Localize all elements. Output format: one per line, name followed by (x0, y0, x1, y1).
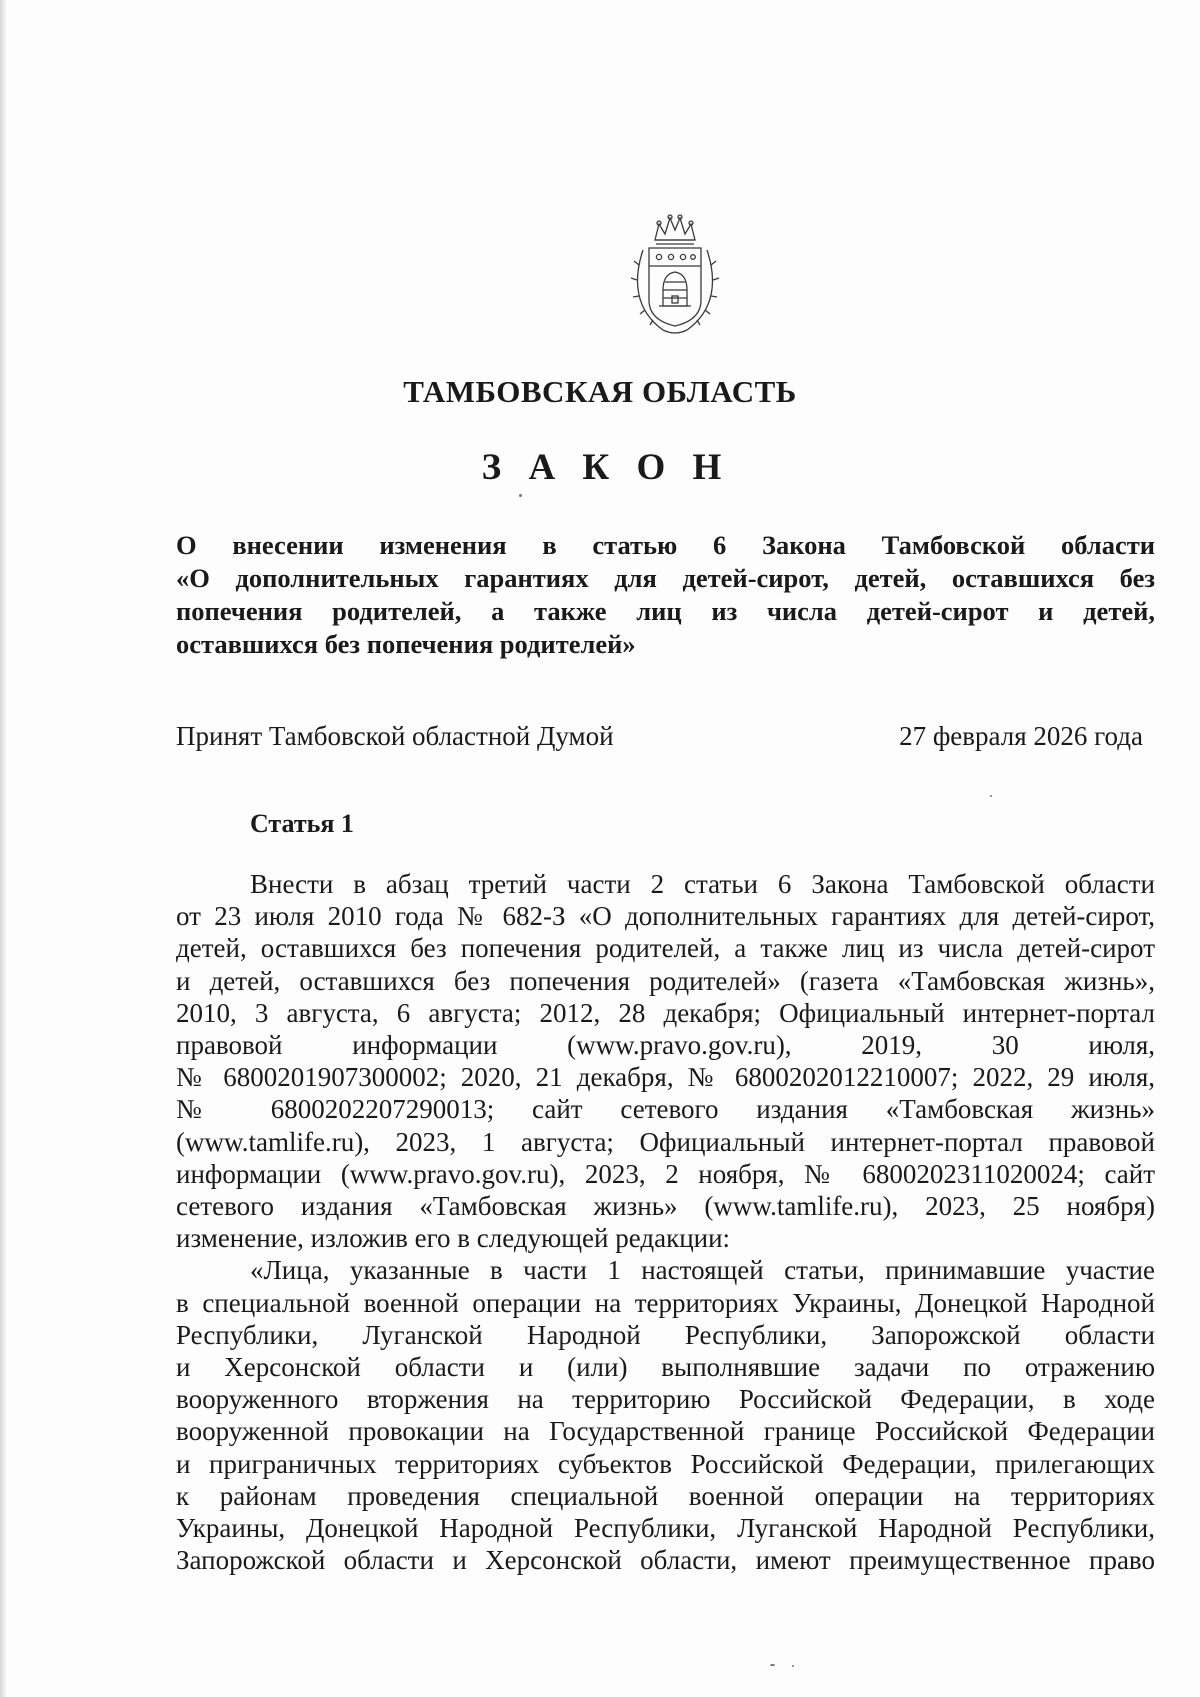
body-line: в специальной военной операции на территориях Украины, Донецкой Народной (176, 1287, 1155, 1318)
adoption-date: 27 февраля 2026 года (899, 721, 1143, 751)
body-line: (www.tamlife.ru), 2023, 1 августа; Официальный интернет-портал правовой (176, 1126, 1155, 1157)
scan-speck (990, 795, 992, 797)
body-line: правовой информации (www.pravo.gov.ru), 2019, 30 июля, (176, 1030, 1155, 1061)
body-line: от 23 июля 2010 года № 682-З «О дополнительных гарантиях для детей-сирот, (176, 901, 1155, 932)
body-line: «Лица, указанные в части 1 настоящей статьи, принимавшие участие (250, 1255, 1155, 1286)
body-line: вооруженной провокации на Государственной границе Российской Федерации (176, 1416, 1155, 1447)
document-type-heading: З А К О Н (481, 447, 731, 488)
body-line: № 6800201907300002; 2020, 21 декабря, № 6800202012210007; 2022, 29 июля, (176, 1062, 1155, 1093)
body-line: изменение, изложив его в следующей редакции: (176, 1223, 731, 1254)
title-line: оставшихся без попечения родителей» (176, 629, 636, 659)
body-line: Украины, Донецкой Народной Республики, Луганской Народной Республики, (176, 1513, 1155, 1544)
body-line: № 6800202207290013; сайт сетевого издания «Тамбовская жизнь» (176, 1094, 1155, 1125)
title-line: «О дополнительных гарантиях для детей-сирот, детей, оставшихся без (176, 563, 1155, 593)
body-line: и Херсонской области и (или) выполнявшие задачи по отражению (176, 1352, 1155, 1383)
body-line: и детей, оставшихся без попечения родителей» (газета «Тамбовская жизнь», (176, 965, 1155, 996)
body-line: детей, оставшихся без попечения родителей, а также лиц из числа детей-сирот (176, 933, 1155, 964)
body-line: Республики, Луганской Народной Республики, Запорожской области (176, 1319, 1155, 1350)
tambov-coat-of-arms-icon (625, 210, 725, 338)
title-line: О внесении изменения в статью 6 Закона Тамбовской области (176, 530, 1155, 560)
body-line: Запорожской области и Херсонской области, имеют преимущественное право (176, 1545, 1155, 1576)
article-body (176, 868, 1155, 1576)
adopted-by: Принят Тамбовской областной Думой (176, 721, 614, 751)
title-line: попечения родителей, а также лиц из числа детей-сирот и детей, (176, 596, 1155, 626)
body-line: информации (www.pravo.gov.ru), 2023, 2 ноября, № 6800202311020024; сайт (176, 1158, 1155, 1189)
scan-speck (792, 1665, 794, 1667)
body-line: 2010, 3 августа, 6 августа; 2012, 28 декабря; Официальный интернет-портал (176, 997, 1155, 1028)
body-line: сетевого издания «Тамбовская жизнь» (www.tamlife.ru), 2023, 25 ноября) (176, 1191, 1155, 1222)
body-line: к районам проведения специальной военной операции на территориях (176, 1480, 1155, 1511)
scan-speck (770, 1664, 775, 1666)
article-heading: Статья 1 (250, 809, 354, 838)
body-line: и приграничных территориях субъектов Российской Федерации, прилегающих (176, 1448, 1155, 1479)
body-line: вооруженного вторжения на территорию Российской Федерации, в ходе (176, 1384, 1155, 1415)
region-heading: ТАМБОВСКАЯ ОБЛАСТЬ (403, 374, 797, 409)
law-title (176, 529, 1155, 661)
scan-speck (519, 494, 522, 497)
scan-edge (0, 0, 6, 1697)
body-line: Внести в абзац третий части 2 статьи 6 Закона Тамбовской области (250, 869, 1155, 899)
